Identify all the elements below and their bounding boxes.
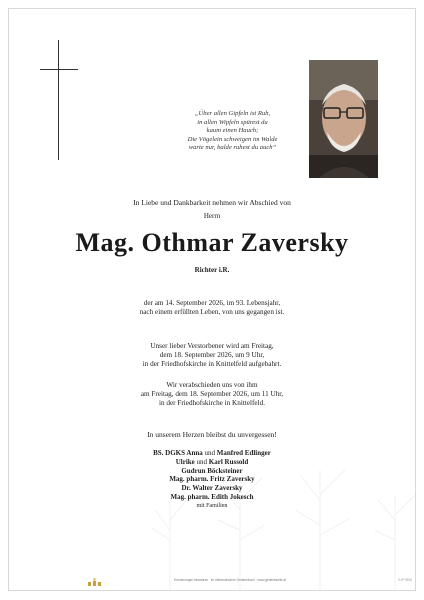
frame-bottom	[8, 590, 416, 591]
frame-top	[8, 8, 416, 9]
family-closing: mit Familien	[196, 502, 228, 509]
family-list	[0, 449, 424, 511]
salutation: Herrn	[203, 212, 221, 220]
cross-icon-horizontal	[40, 69, 78, 70]
family-name: BS. DGKS Anna	[153, 449, 203, 457]
poem-line: „Über allen Gipfeln ist Ruh,	[194, 110, 271, 117]
intro-text: In Liebe und Dankbarkeit nehmen wir Abschied von	[133, 198, 291, 207]
remembrance-text: In unserem Herzen bleibst du unvergessen!	[147, 430, 277, 439]
family-line: Dr. Walter Zaversky	[181, 484, 243, 493]
viewing-line: dem 18. September 2026, um 9 Uhr,	[159, 351, 265, 360]
death-notice	[0, 299, 424, 317]
footer	[0, 577, 424, 589]
poem-line: warte nur, balde ruhest du auch“	[188, 144, 277, 152]
poem-line: kaum einen Hauch;	[206, 127, 259, 135]
footer-code: KJP 9930	[398, 578, 412, 582]
family-line	[0, 449, 424, 458]
candle-logo-icon	[86, 578, 102, 586]
profession: Richter i.R.	[194, 266, 230, 274]
farewell-notice	[0, 381, 424, 409]
family-name: Karl Russold	[208, 457, 249, 466]
farewell-line: am Freitag, dem 18. September 2026, um 11 Uhr,	[140, 390, 284, 399]
death-line: nach einem erfüllten Leben, von uns gegangen ist.	[139, 308, 285, 317]
death-line: der am 14. September 2026, im 93. Lebensjahr,	[143, 299, 281, 307]
family-name: Ulrike	[175, 457, 195, 466]
portrait-photo	[309, 60, 378, 178]
family-conjunction: und	[196, 457, 208, 466]
family-line: Mag. pharm. Edith Jokesch	[170, 492, 254, 501]
viewing-line: in der Friedhofskirche in Knittelfeld aufgebahrt.	[142, 360, 282, 369]
farewell-line: Wir verabschieden uns von ihm	[166, 381, 258, 389]
poem-line: in allen Wipfeln spürest du	[197, 118, 268, 126]
cross-icon-vertical	[58, 40, 59, 160]
farewell-line: in der Friedhofskirche in Knittelfeld.	[159, 399, 265, 408]
family-line: Gudrun Böcksteiner	[181, 466, 243, 475]
viewing-line: Unser lieber Verstorbener wird am Freitag,	[150, 342, 274, 350]
poem-quote	[160, 110, 305, 153]
viewing-notice	[0, 342, 424, 370]
family-line	[0, 458, 424, 467]
deceased-name: Mag. Othmar Zaversky	[75, 228, 349, 257]
family-conjunction: und	[204, 449, 215, 457]
family-name: Manfred Edlinger	[216, 449, 271, 457]
poem-line: Die Vögelein schweigen im Walde	[187, 135, 278, 143]
family-line: Mag. pharm. Fritz Zaversky	[169, 475, 255, 484]
footer-text: Erinnerungen bewahren · im elektronischen Gedenkbuch · www.gedenkseite.at	[174, 578, 286, 582]
